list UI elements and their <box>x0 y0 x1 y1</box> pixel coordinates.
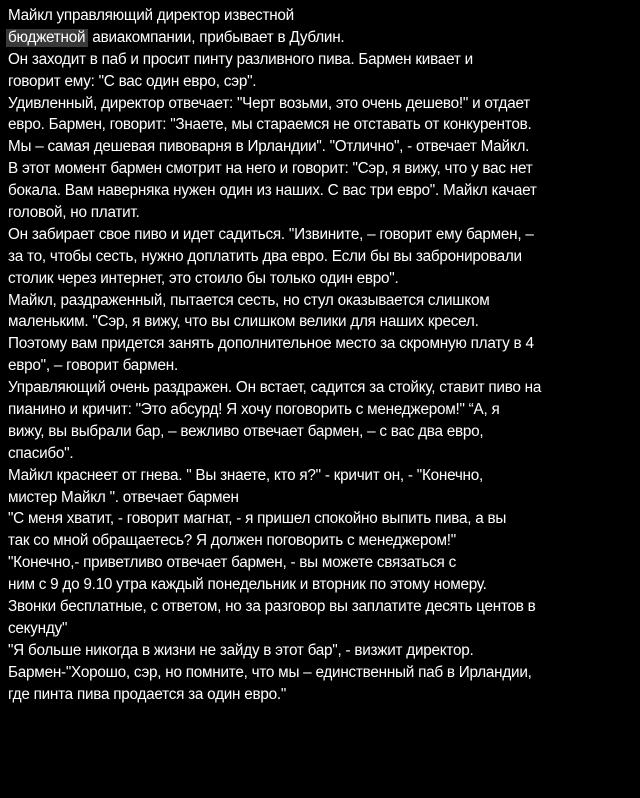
text-line: Бармен-"Хорошо, сэр, но помните, что мы – единственный паб в Ирландии, <box>8 663 532 681</box>
text-line: Мы – самая дешевая пивоварня в Ирландии". "Отлично", - отвечает Майкл. <box>8 138 530 156</box>
selected-word-highlight[interactable]: бюджетной <box>6 29 88 47</box>
text-line: так со мной обращаетесь? Я должен поговорить с менеджером!" <box>8 532 456 550</box>
text-line: Майкл, раздраженный, пытается сесть, но стул оказывается слишком <box>8 291 490 309</box>
text-line: "Конечно,- приветливо отвечает бармен, - вы можете связаться с <box>8 554 456 572</box>
text-line: Управляющий очень раздражен. Он встает, садится за стойку, ставит пиво на <box>8 379 542 397</box>
text-line: Поэтому вам придется занять дополнительное место за скромную плату в 4 <box>8 335 534 353</box>
text-line: столик через интернет, это стоило бы только один евро". <box>8 269 399 287</box>
text-line: спасибо". <box>8 444 74 462</box>
text-line: ним с 9 до 9.10 утра каждый понедельник и вторник по этому номеру. <box>8 576 487 594</box>
text-line: головой, но платит. <box>8 204 140 222</box>
text-line: за то, чтобы сесть, нужно доплатить два евро. Если бы вы забронировали <box>8 247 522 265</box>
text-line: где пинта пива продается за один евро." <box>8 685 287 703</box>
text-line: евро", – говорит бармен. <box>8 357 179 375</box>
text-line: Удивленный, директор отвечает: "Черт возьми, это очень дешево!" и отдает <box>8 94 530 112</box>
text-line: Звонки бесплатные, с ответом, но за разговор вы заплатите десять центов в <box>8 598 536 616</box>
text-line <box>8 27 634 49</box>
text-line-rest: авиакомпании, прибывает в Дублин. <box>88 28 345 46</box>
text-line: секунду" <box>8 619 68 637</box>
text-line: Майкл управляющий директор известной <box>8 7 294 24</box>
text-line: "С меня хватит, - говорит магнат, - я пришел спокойно выпить пива, а вы <box>8 510 507 528</box>
text-line: говорит ему: "С вас один евро, сэр". <box>8 72 257 90</box>
text-line: Майкл краснеет от гнева. " Вы знаете, кто я?" - кричит он, - "Конечно, <box>8 466 483 484</box>
text-line: В этот момент бармен смотрит на него и говорит: "Сэр, я вижу, что у вас нет <box>8 160 533 178</box>
story-text <box>8 5 634 706</box>
text-line: маленьким. "Сэр, я вижу, что вы слишком велики для наших кресел. <box>8 313 479 331</box>
text-line: евро. Бармен, говорит: "Знаете, мы стараемся не отставать от конкурентов. <box>8 116 532 134</box>
text-line: "Я больше никогда в жизни не зайду в этот бар", - визжит директор. <box>8 641 474 659</box>
text-line: Он заходит в паб и просит пинту разливного пива. Бармен кивает и <box>8 50 473 68</box>
text-line: вижу, вы выбрали бар, – вежливо отвечает бармен, – с вас два евро, <box>8 422 484 440</box>
text-line: пианино и кричит: "Это абсурд! Я хочу поговорить с менеджером!" “А, я <box>8 401 500 419</box>
text-line: Он забирает свое пиво и идет садиться. "Извините, – говорит ему бармен, – <box>8 225 534 243</box>
text-line: мистер Майкл ". отвечает бармен <box>8 488 239 506</box>
text-line: бокала. Вам наверняка нужен один из наших. С вас три евро". Майкл качает <box>8 182 537 200</box>
